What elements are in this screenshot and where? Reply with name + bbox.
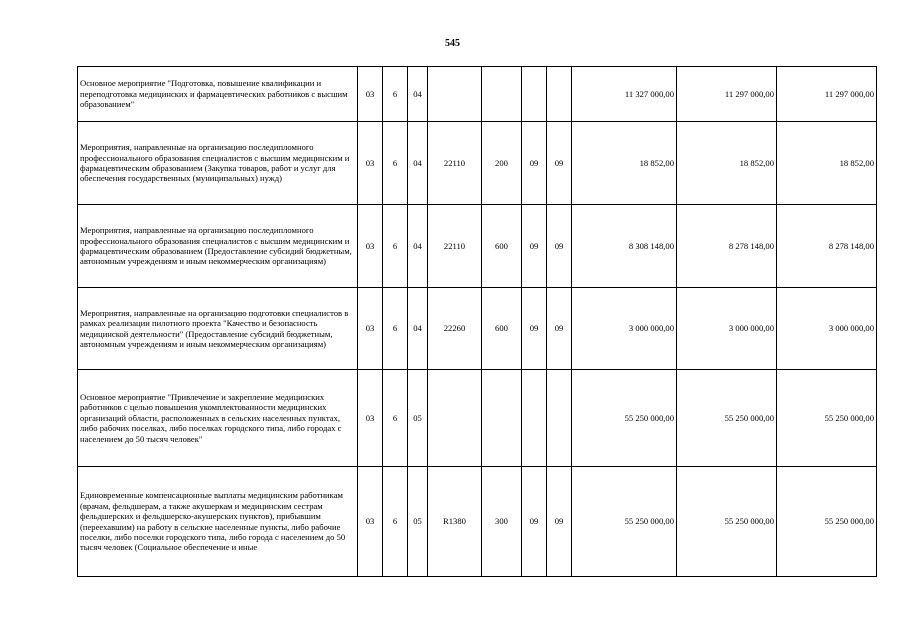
amount-year-1: 55 250 000,00	[572, 370, 677, 467]
amount-year-3: 3 000 000,00	[777, 288, 877, 370]
code-subprogram: 6	[383, 370, 408, 467]
row-description: Мероприятия, направленные на организацию подготовки специалистов в рамках реализации пилотного проекта "Качество и безопасность медицинской деятельности" (Предоставление субсидий бюджетным, автономным учреждениям и иным некоммерческим организациям)	[78, 288, 358, 370]
amount-year-3: 8 278 148,00	[777, 205, 877, 288]
amount-year-1: 8 308 148,00	[572, 205, 677, 288]
code-section	[522, 370, 547, 467]
code-activity: 05	[408, 370, 428, 467]
code-subsection: 09	[547, 288, 572, 370]
row-description: Основное мероприятие "Подготовка, повышение квалификации и переподготовка медицинских и фармацевтических работников с высшим образованием"	[78, 67, 358, 122]
code-direction: R1380	[428, 467, 482, 577]
code-expense-type	[482, 370, 522, 467]
table-body	[78, 67, 877, 577]
table-row	[78, 122, 877, 205]
code-program: 03	[358, 467, 383, 577]
code-subsection: 09	[547, 467, 572, 577]
code-program: 03	[358, 205, 383, 288]
code-section: 09	[522, 122, 547, 205]
table-row	[78, 67, 877, 122]
code-direction: 22110	[428, 122, 482, 205]
code-program: 03	[358, 288, 383, 370]
row-description: Единовременные компенсационные выплаты медицинским работникам (врачам, фельдшерам, а также акушеркам и медицинским сестрам фельдшерских и фельдшерско-акушерских пунктов), прибывшим (переехавшим) на работу в сельские населенные пункты, либо рабочие поселки, либо поселки городского типа, либо города с населением до 50 тысяч человек (Социальное обеспечение и иные	[78, 467, 358, 577]
code-subprogram: 6	[383, 205, 408, 288]
amount-year-2: 55 250 000,00	[677, 370, 777, 467]
code-direction: 22260	[428, 288, 482, 370]
amount-year-3: 55 250 000,00	[777, 467, 877, 577]
code-subprogram: 6	[383, 122, 408, 205]
table-row	[78, 288, 877, 370]
amount-year-3: 11 297 000,00	[777, 67, 877, 122]
code-expense-type: 200	[482, 122, 522, 205]
amount-year-1: 11 327 000,00	[572, 67, 677, 122]
code-activity: 04	[408, 288, 428, 370]
table-row	[78, 370, 877, 467]
code-activity: 04	[408, 205, 428, 288]
amount-year-1: 3 000 000,00	[572, 288, 677, 370]
row-description: Мероприятия, направленные на организацию последипломного профессионального образования специалистов с высшим медицинским и фармацевтическим образованием (Закупка товаров, работ и услуг для обеспечения государственных (муниципальных) нужд)	[78, 122, 358, 205]
code-section: 09	[522, 467, 547, 577]
code-program: 03	[358, 122, 383, 205]
amount-year-2: 18 852,00	[677, 122, 777, 205]
amount-year-3: 55 250 000,00	[777, 370, 877, 467]
code-section: 09	[522, 288, 547, 370]
code-subprogram: 6	[383, 467, 408, 577]
table-row	[78, 205, 877, 288]
code-program: 03	[358, 67, 383, 122]
code-program: 03	[358, 370, 383, 467]
row-description: Основное мероприятие "Привлечение и закрепление медицинских работников с целью повышения укомплектованности медицинских организаций области, расположенных в сельских населенных пунктах, либо рабочих поселках, либо поселках городского типа, либо городах с населением до 50 тысяч человек"	[78, 370, 358, 467]
row-description: Мероприятия, направленные на организацию последипломного профессионального образования специалистов с высшим медицинским и фармацевтическим образованием (Предоставление субсидий бюджетным, автономным учреждениям и иным некоммерческим организациям)	[78, 205, 358, 288]
code-subprogram: 6	[383, 288, 408, 370]
amount-year-2: 8 278 148,00	[677, 205, 777, 288]
code-subsection: 09	[547, 205, 572, 288]
code-activity: 04	[408, 67, 428, 122]
code-subsection	[547, 67, 572, 122]
code-activity: 05	[408, 467, 428, 577]
code-subsection	[547, 370, 572, 467]
code-expense-type: 600	[482, 288, 522, 370]
amount-year-2: 11 297 000,00	[677, 67, 777, 122]
amount-year-1: 18 852,00	[572, 122, 677, 205]
code-section: 09	[522, 205, 547, 288]
code-direction	[428, 370, 482, 467]
amount-year-3: 18 852,00	[777, 122, 877, 205]
code-section	[522, 67, 547, 122]
code-direction: 22110	[428, 205, 482, 288]
code-subsection: 09	[547, 122, 572, 205]
code-expense-type: 300	[482, 467, 522, 577]
budget-table	[77, 66, 877, 577]
table-row	[78, 467, 877, 577]
code-direction	[428, 67, 482, 122]
amount-year-2: 3 000 000,00	[677, 288, 777, 370]
code-activity: 04	[408, 122, 428, 205]
amount-year-1: 55 250 000,00	[572, 467, 677, 577]
page-number: 545	[445, 38, 460, 49]
code-subprogram: 6	[383, 67, 408, 122]
code-expense-type: 600	[482, 205, 522, 288]
code-expense-type	[482, 67, 522, 122]
amount-year-2: 55 250 000,00	[677, 467, 777, 577]
